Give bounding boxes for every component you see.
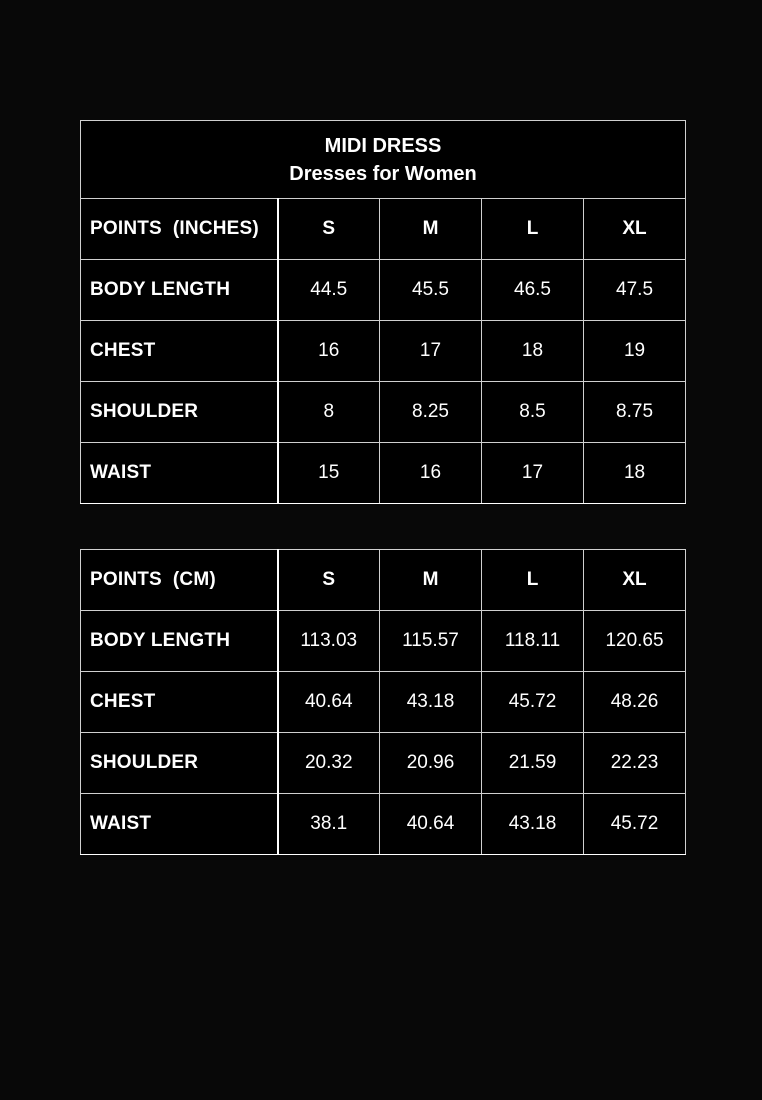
size-header-l: L: [482, 550, 584, 611]
points-header: POINTS (CM): [81, 550, 278, 611]
value-cell: 15: [278, 443, 380, 504]
row-label: BODY LENGTH: [81, 260, 278, 321]
value-cell: 18: [584, 443, 686, 504]
row-label: CHEST: [81, 321, 278, 382]
value-cell: 20.32: [278, 733, 380, 794]
table-row: [81, 611, 686, 672]
header-row: [81, 550, 686, 611]
size-chart-inches-table: [80, 120, 686, 504]
value-cell: 113.03: [278, 611, 380, 672]
value-cell: 44.5: [278, 260, 380, 321]
value-cell: 47.5: [584, 260, 686, 321]
value-cell: 16: [278, 321, 380, 382]
value-cell: 46.5: [482, 260, 584, 321]
value-cell: 115.57: [380, 611, 482, 672]
value-cell: 40.64: [380, 794, 482, 855]
row-label: SHOULDER: [81, 382, 278, 443]
product-subtitle: Dresses for Women: [289, 162, 477, 185]
row-label: CHEST: [81, 672, 278, 733]
value-cell: 45.72: [584, 794, 686, 855]
value-cell: 43.18: [482, 794, 584, 855]
title-row: [81, 121, 686, 199]
row-label: WAIST: [81, 443, 278, 504]
value-cell: 20.96: [380, 733, 482, 794]
value-cell: 38.1: [278, 794, 380, 855]
value-cell: 21.59: [482, 733, 584, 794]
title-cell: [81, 121, 686, 199]
size-header-s: S: [278, 199, 380, 260]
value-cell: 40.64: [278, 672, 380, 733]
row-label: WAIST: [81, 794, 278, 855]
value-cell: 8: [278, 382, 380, 443]
value-cell: 8.5: [482, 382, 584, 443]
table-row: [81, 260, 686, 321]
value-cell: 8.75: [584, 382, 686, 443]
value-cell: 43.18: [380, 672, 482, 733]
table-row: [81, 672, 686, 733]
size-header-xl: XL: [584, 199, 686, 260]
table-row: [81, 733, 686, 794]
value-cell: 16: [380, 443, 482, 504]
size-header-s: S: [278, 550, 380, 611]
value-cell: 45.5: [380, 260, 482, 321]
size-header-xl: XL: [584, 550, 686, 611]
value-cell: 8.25: [380, 382, 482, 443]
size-header-m: M: [380, 550, 482, 611]
table-row: [81, 321, 686, 382]
value-cell: 17: [482, 443, 584, 504]
value-cell: 18: [482, 321, 584, 382]
size-header-l: L: [482, 199, 584, 260]
value-cell: 17: [380, 321, 482, 382]
row-label: BODY LENGTH: [81, 611, 278, 672]
table-row: [81, 382, 686, 443]
value-cell: 120.65: [584, 611, 686, 672]
row-label: SHOULDER: [81, 733, 278, 794]
table-row: [81, 794, 686, 855]
value-cell: 45.72: [482, 672, 584, 733]
value-cell: 48.26: [584, 672, 686, 733]
value-cell: 118.11: [482, 611, 584, 672]
size-header-m: M: [380, 199, 482, 260]
points-header: POINTS (INCHES): [81, 199, 278, 260]
size-chart-cm-table: [80, 549, 686, 855]
value-cell: 19: [584, 321, 686, 382]
value-cell: 22.23: [584, 733, 686, 794]
header-row: [81, 199, 686, 260]
product-title: MIDI DRESS: [324, 134, 442, 157]
table-row: [81, 443, 686, 504]
